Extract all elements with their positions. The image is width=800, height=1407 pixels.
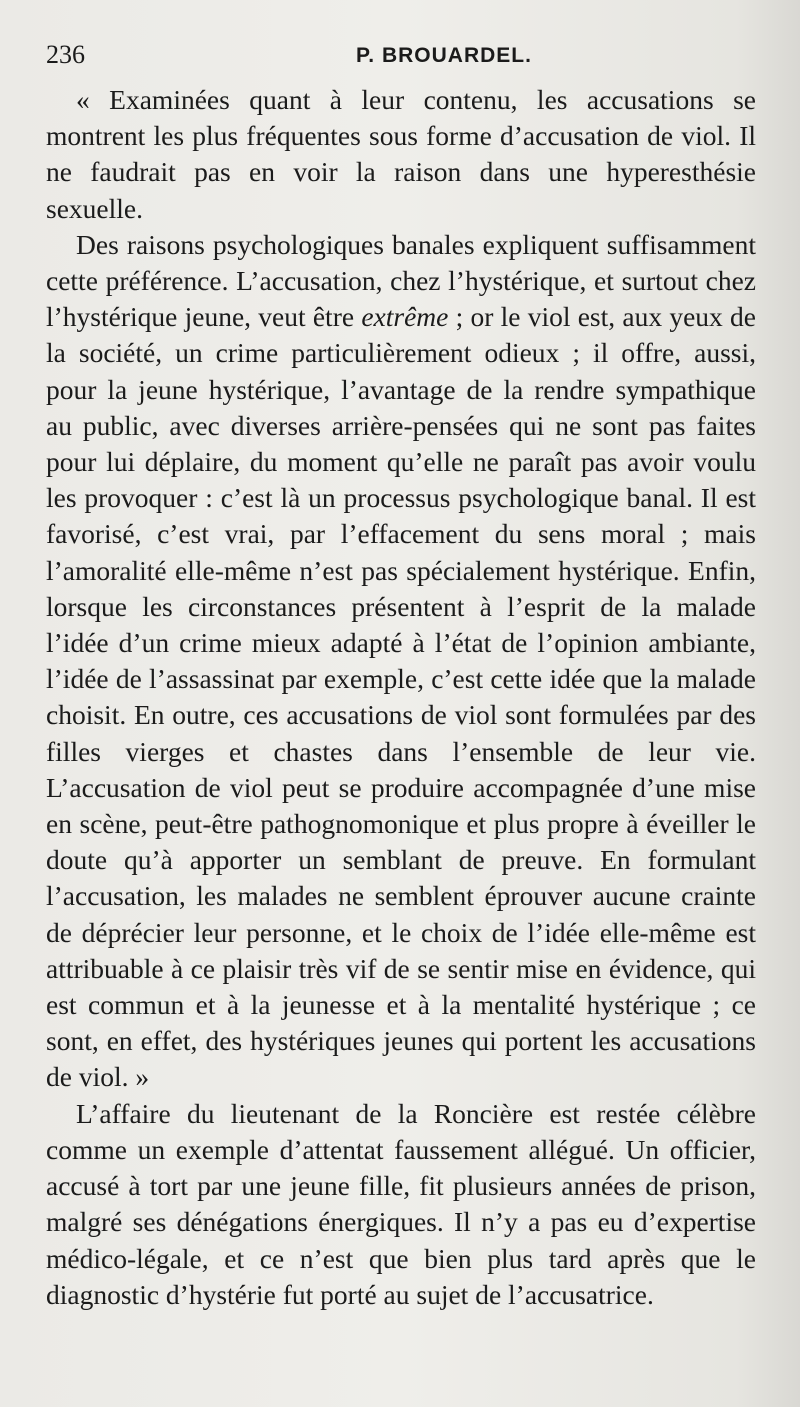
paragraph-2-text-start: Des raisons psychologiques banales expliquent suffisamment cette préférence. L’accusation, chez l’hystérique, et surtout chez l’hystérique jeune, veut être	[46, 228, 756, 333]
paragraph-2	[46, 227, 756, 1096]
page-number: 236	[46, 40, 85, 69]
paragraph-1-text: « Examinées quant à leur contenu, les accusations se montrent les plus fréquentes sous forme d’accusation de viol. Il ne faudrait pas en voir la raison dans une hyperesthésie sexuelle.	[46, 84, 756, 224]
running-head: P. BROUARDEL.	[356, 44, 532, 67]
paragraph-2-text-end: ; or le viol est, aux yeux de la société, un crime particulièrement odieux ; il offre, aussi, pour la jeune hystérique, l’avantage de la rendre sympathique au public, avec diverses arrière-pensées qui ne sont pas faites pour lui déplaire, du moment qu’elle ne paraît pas avoir voulu les provoquer : c’est là un processus psychologique banal. Il est favorisé, c’est vrai, par l’effacement du sens moral ; mais l’amoralité elle-même n’est pas spécialement hystérique. Enfin, lorsque les circonstances présentent à l’esprit de la malade l’idée d’un crime mieux adapté à l’état de l’opinion ambiante, l’idée de l’assassinat par exemple, c’est cette idée que la malade choisit. En outre, ces accusations de viol sont formulées par des filles vierges et chastes dans l’ensemble de leur vie. L’accusation de viol peut se produire accompagnée d’une mise en scène, peut-être pathognomonique et plus propre à éveiller le doute qu’à apporter un semblant de preuve. En formulant l’accusation, les malades ne semblent éprouver aucune crainte de déprécier leur personne, et le choix de l’idée elle-même est attribuable à ce plaisir très vif de se sentir mise en évidence, qui est commun et à la jeunesse et à la mentalité hystérique ; ce sont, en effet, des hystériques jeunes qui portent les accusations de viol. »	[46, 301, 756, 1093]
emphasis-extreme: extrême	[361, 301, 449, 333]
paragraph-3	[46, 1096, 756, 1313]
paragraph-1	[46, 82, 756, 227]
page-header	[46, 40, 756, 80]
body-text	[46, 82, 756, 1313]
paragraph-3-text: L’affaire du lieutenant de la Roncière est restée célèbre comme un exemple d’attentat faussement allégué. Un officier, accusé à tort par une jeune fille, fit plusieurs années de prison, malgré ses dénégations énergiques. Il n’y a pas eu d’expertise médico-légale, et ce n’est que bien plus tard après que le diagnostic d’hystérie fut porté au sujet de l’accusatrice.	[46, 1097, 756, 1310]
